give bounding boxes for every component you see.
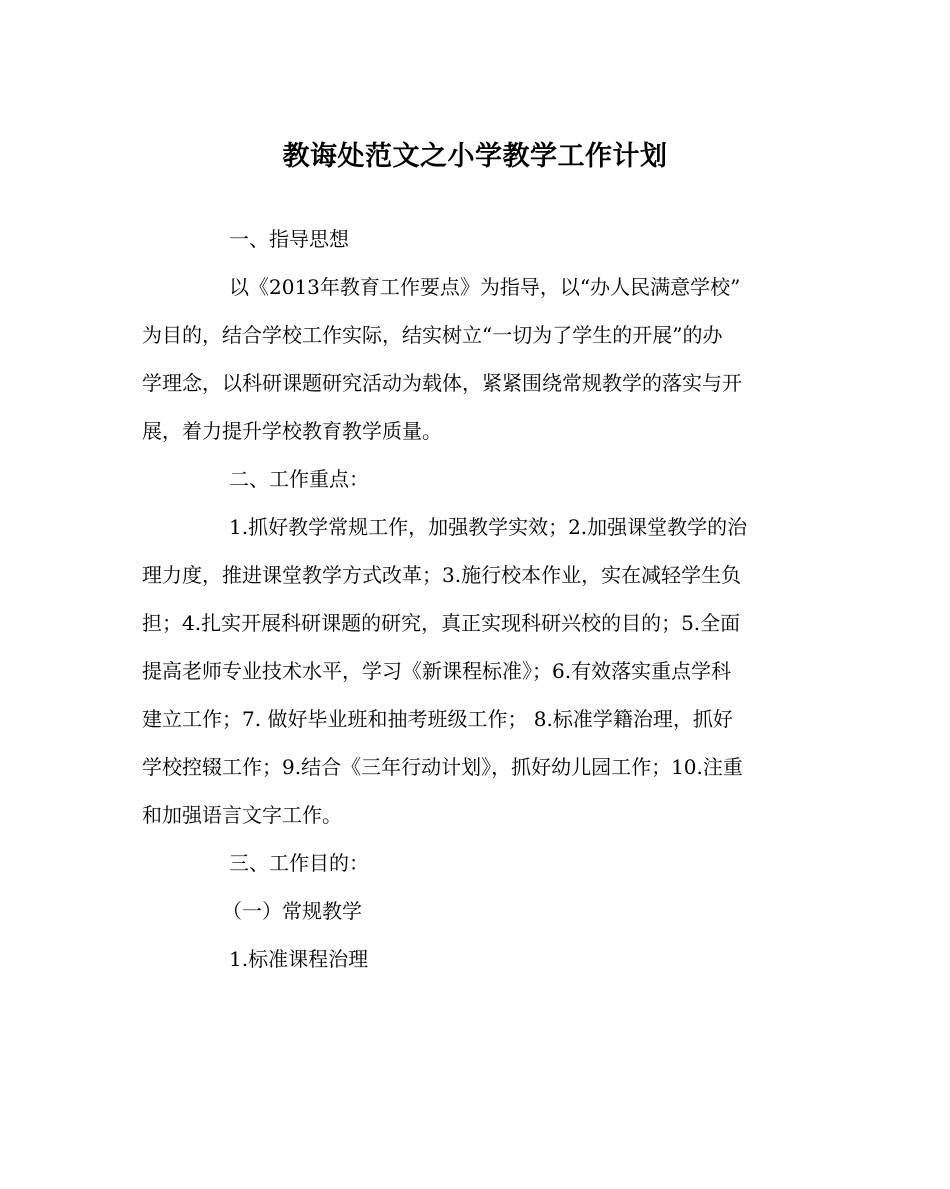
subsection-heading-routine-teaching: （一）常规教学 xyxy=(222,899,362,923)
paragraph-line: 学校控辍工作；9.结合《三年行动计划》，抓好幼儿园工作；10.注重 xyxy=(142,755,743,779)
paragraph-line: 提高老师专业技术水平，学习《新课程标准》；6.有效落实重点学科 xyxy=(142,659,732,683)
paragraph-line: 建立工作；7. 做好毕业班和抽考班级工作； 8.标准学籍治理，抓好 xyxy=(142,707,733,731)
paragraph-line: 1.抓好教学常规工作，加强教学实效；2.加强课堂教学的治 xyxy=(229,515,748,539)
paragraph-line: 理力度，推进课堂教学方式改革；3.施行校本作业，实在减轻学生负 xyxy=(142,563,742,587)
section-heading-work-focus: 二、工作重点： xyxy=(229,467,369,491)
paragraph-line: 担；4.扎实开展科研课题的研究，真正实现科研兴校的目的；5.全面 xyxy=(142,611,741,635)
item-heading-course-management: 1.标准课程治理 xyxy=(229,947,369,971)
paragraph-line: 以《2013年教育工作要点》为指导，以“办人民满意学校” xyxy=(229,275,741,299)
paragraph-line: 展，着力提升学校教育教学质量。 xyxy=(142,419,442,443)
paragraph-line: 为目的，结合学校工作实际，结实树立“一切为了学生的开展”的办 xyxy=(142,323,723,347)
paragraph-line: 学理念，以科研课题研究活动为载体，紧紧围绕常规教学的落实与开 xyxy=(142,371,742,395)
paragraph-line: 和加强语言文字工作。 xyxy=(142,803,342,827)
document-title: 教诲处范文之小学教学工作计划 xyxy=(282,141,668,172)
section-heading-guiding-ideology: 一、指导思想 xyxy=(229,227,349,251)
section-heading-work-objectives: 三、工作目的： xyxy=(229,851,369,875)
